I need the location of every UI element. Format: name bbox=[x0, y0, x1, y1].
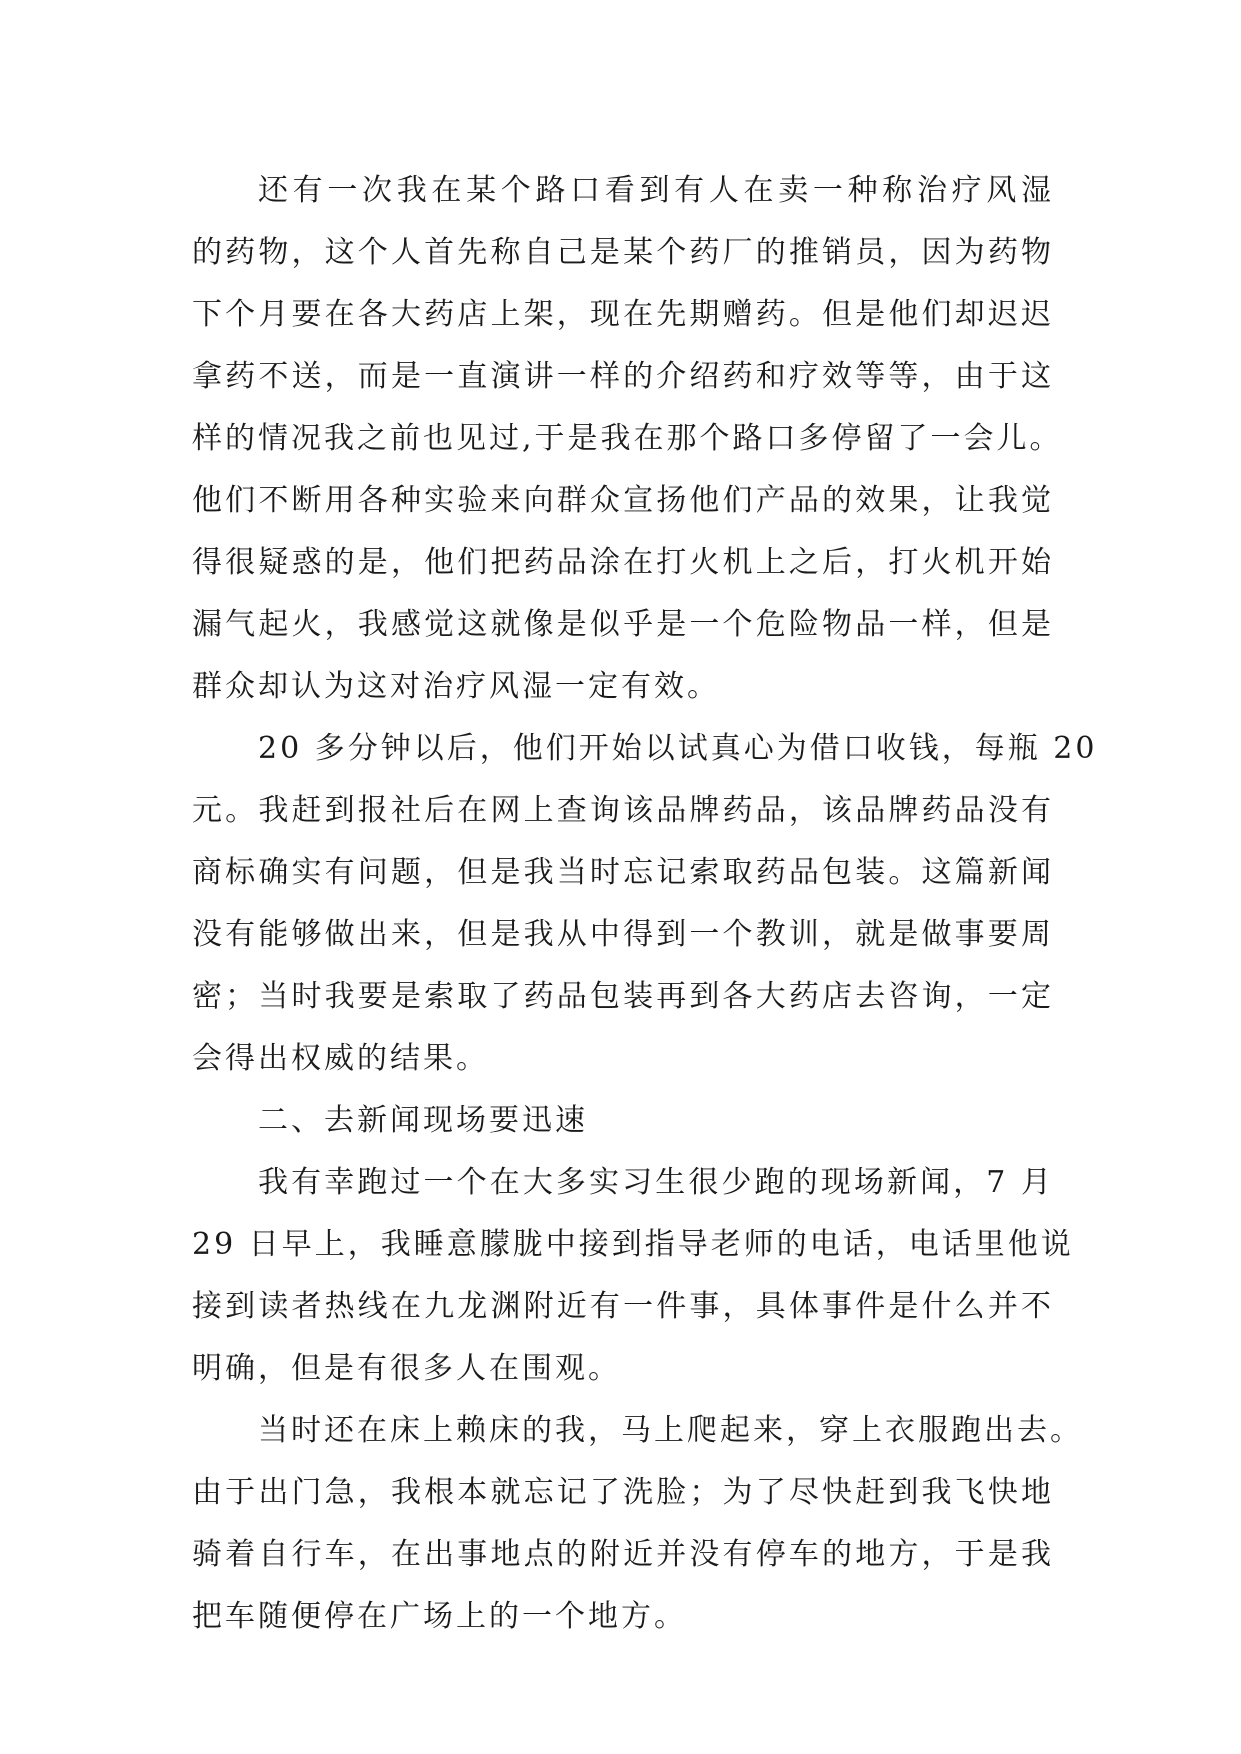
text-line: 接到读者热线在九龙渊附近有一件事，具体事件是什么并不 bbox=[192, 1289, 1054, 1324]
text-line: 没有能够做出来，但是我从中得到一个教训，就是做事要周 bbox=[192, 917, 1054, 952]
text-line: 由于出门急，我根本就忘记了洗脸；为了尽快赶到我飞快地 bbox=[192, 1475, 1054, 1510]
text-line: 得很疑惑的是，他们把药品涂在打火机上之后，打火机开始 bbox=[192, 545, 1054, 580]
text-line: 会得出权威的结果。 bbox=[192, 1041, 489, 1076]
text-line: 商标确实有问题，但是我当时忘记索取药品包装。这篇新闻 bbox=[192, 855, 1054, 890]
text-line: 还有一次我在某个路口看到有人在卖一种称治疗风湿 bbox=[258, 173, 1054, 208]
text-line: 29 日早上，我睡意朦胧中接到指导老师的电话，电话里他说 bbox=[192, 1227, 1074, 1262]
text-line: 群众却认为这对治疗风湿一定有效。 bbox=[192, 669, 720, 704]
text-line: 骑着自行车，在出事地点的附近并没有停车的地方，于是我 bbox=[192, 1537, 1054, 1572]
text-line: 的药物，这个人首先称自己是某个药厂的推销员，因为药物 bbox=[192, 235, 1054, 270]
text-line: 当时还在床上赖床的我，马上爬起来，穿上衣服跑出去。 bbox=[258, 1413, 1083, 1448]
text-line: 下个月要在各大药店上架，现在先期赠药。但是他们却迟迟 bbox=[192, 297, 1054, 332]
text-line: 我有幸跑过一个在大多实习生很少跑的现场新闻，7 月 bbox=[258, 1165, 1054, 1200]
text-line: 密；当时我要是索取了药品包装再到各大药店去咨询，一定 bbox=[192, 979, 1054, 1014]
text-line: 把车随便停在广场上的一个地方。 bbox=[192, 1599, 687, 1634]
text-line: 20 多分钟以后，他们开始以试真心为借口收钱，每瓶 20 bbox=[258, 731, 1098, 766]
text-line: 漏气起火，我感觉这就像是似乎是一个危险物品一样，但是 bbox=[192, 607, 1054, 642]
text-line: 他们不断用各种实验来向群众宣扬他们产品的效果，让我觉 bbox=[192, 483, 1054, 518]
text-line: 拿药不送，而是一直演讲一样的介绍药和疗效等等，由于这 bbox=[192, 359, 1054, 394]
text-line: 元。我赶到报社后在网上查询该品牌药品，该品牌药品没有 bbox=[192, 793, 1054, 828]
text-line: 明确，但是有很多人在围观。 bbox=[192, 1351, 621, 1386]
body-text bbox=[192, 160, 1098, 1648]
text-line: 二、去新闻现场要迅速 bbox=[258, 1103, 588, 1138]
text-line: 样的情况我之前也见过,于是我在那个路口多停留了一会儿。 bbox=[192, 421, 1063, 456]
